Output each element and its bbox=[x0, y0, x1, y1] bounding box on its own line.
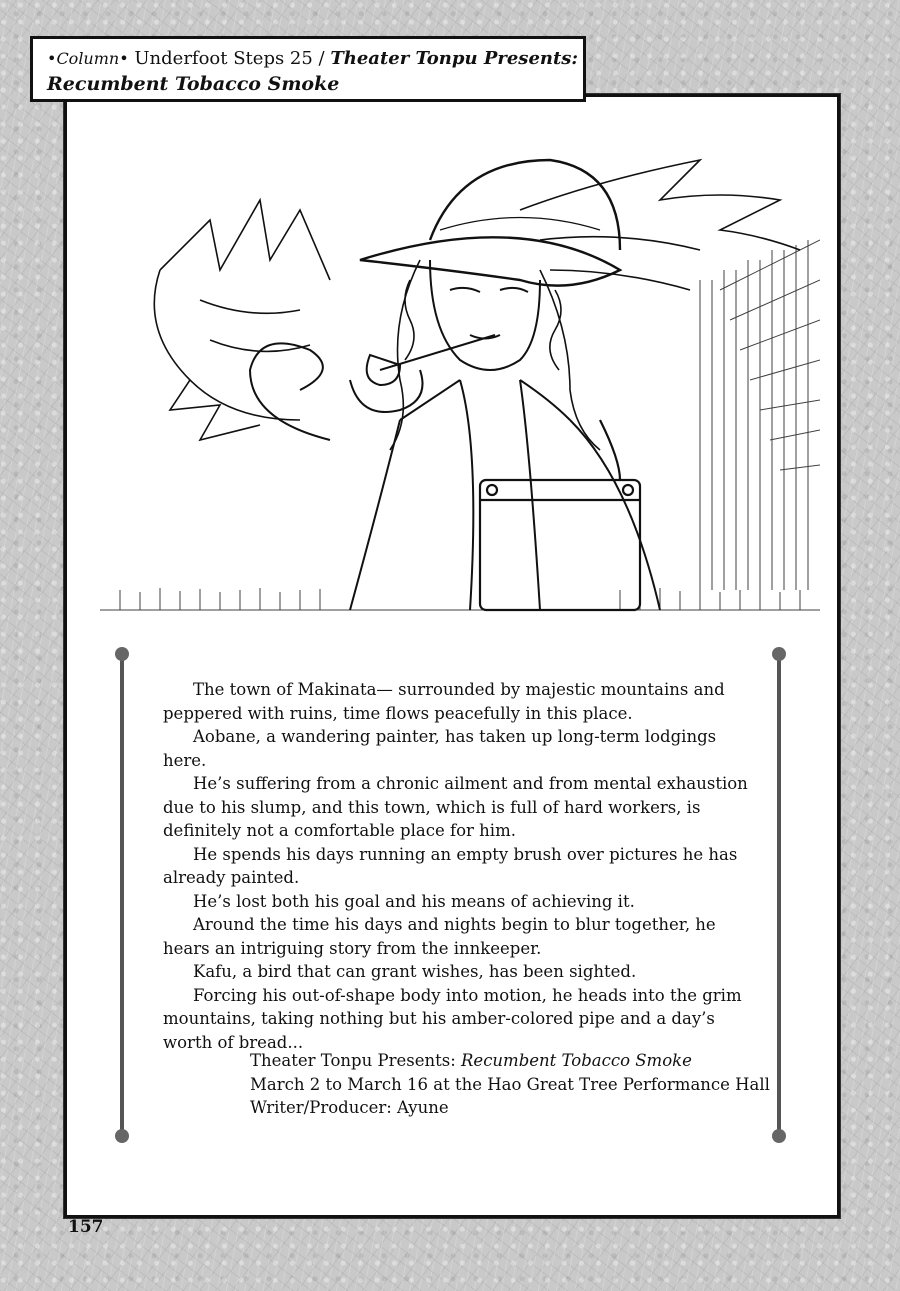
paragraph: The town of Makinata— surrounded by majestic mountains and peppered with ruins, time flows peacefully in this place. bbox=[163, 680, 725, 723]
pipe-and-hand bbox=[350, 335, 495, 412]
paragraph: He spends his days running an empty brush over pictures he has already painted. bbox=[163, 844, 738, 887]
page-number: 157 bbox=[68, 1217, 104, 1237]
series-label: Underfoot Steps 25 / bbox=[134, 48, 325, 69]
face bbox=[430, 260, 540, 370]
rule-cap-top-right bbox=[772, 647, 786, 661]
hat bbox=[360, 160, 620, 286]
paragraph: Around the time his days and nights begin to blur together, he hears an intriguing story from the innkeeper. bbox=[163, 915, 716, 958]
paragraph: He’s lost both his goal and his means of achieving it. bbox=[193, 891, 635, 911]
credits-play-title: Recumbent Tobacco Smoke bbox=[461, 1051, 692, 1070]
paragraph: Aobane, a wandering painter, has taken up long-term lodgings here. bbox=[163, 727, 717, 770]
suitcase bbox=[480, 420, 640, 610]
rule-cap-top-left bbox=[115, 647, 129, 661]
paragraph: Kafu, a bird that can grant wishes, has been sighted. bbox=[193, 962, 637, 981]
production-credits bbox=[250, 1049, 770, 1120]
credits-dates: March 2 to March 16 at the Hao Great Tree Performance Hall bbox=[250, 1074, 770, 1094]
synopsis-text bbox=[163, 678, 753, 1054]
paragraph: He’s suffering from a chronic ailment and from mental exhaustion due to his slump, and this town, which is full of hard workers, is definitely not a comfortable place for him. bbox=[163, 774, 748, 840]
title-part-1: Theater Tonpu Presents: bbox=[330, 48, 579, 69]
coat bbox=[350, 380, 660, 610]
column-tag: •Column• bbox=[47, 49, 129, 68]
decorative-rule-left bbox=[120, 655, 124, 1135]
wing-left bbox=[154, 200, 330, 440]
smoke-swirl bbox=[250, 343, 330, 440]
credits-presents-prefix: Theater Tonpu Presents: bbox=[250, 1051, 461, 1070]
synopsis-panel bbox=[118, 645, 783, 1145]
illustration-painter-with-pipe bbox=[100, 120, 820, 615]
hair bbox=[390, 260, 600, 450]
credits-presents-line bbox=[250, 1049, 770, 1073]
column-title-box bbox=[30, 36, 586, 102]
rule-cap-bottom-left bbox=[115, 1129, 129, 1143]
title-line-1 bbox=[47, 47, 579, 71]
decorative-rule-right bbox=[777, 655, 781, 1135]
rule-cap-bottom-right bbox=[772, 1129, 786, 1143]
credits-writer: Writer/Producer: Ayune bbox=[250, 1098, 449, 1117]
title-part-2: Recumbent Tobacco Smoke bbox=[47, 73, 340, 95]
paragraph: Forcing his out-of-shape body into motion, he heads into the grim mountains, taking nothing but his amber-colored pipe and a day’s worth of bread... bbox=[163, 985, 742, 1052]
